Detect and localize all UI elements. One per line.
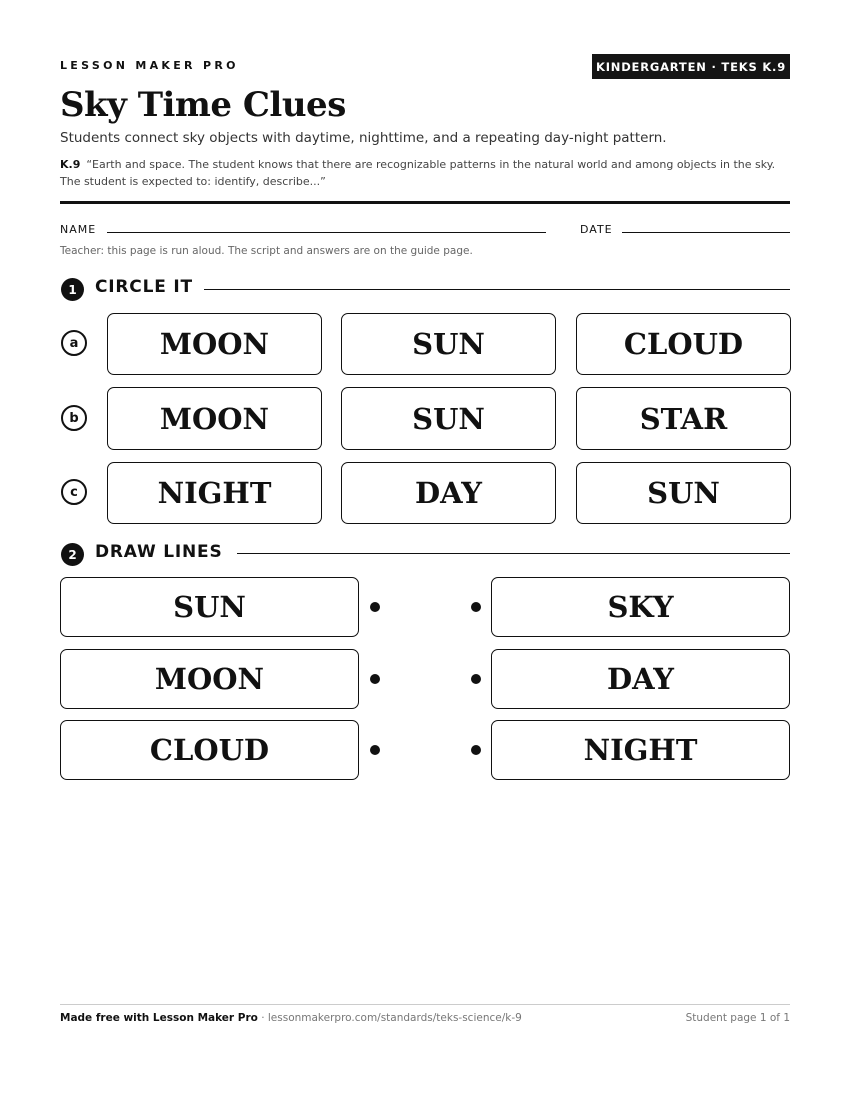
footer-credit — [60, 1012, 522, 1024]
match-right-2-dot[interactable] — [471, 674, 481, 684]
footer-divider — [60, 1004, 790, 1005]
match-left-1-dot[interactable] — [370, 602, 380, 612]
date-field[interactable] — [622, 232, 790, 233]
section-1-rule — [204, 289, 790, 290]
standard-code: K.9 — [60, 158, 81, 171]
circle-option-b3[interactable]: STAR — [576, 387, 791, 450]
brand-label: LESSON MAKER PRO — [60, 59, 239, 72]
name-field[interactable] — [107, 232, 546, 233]
circle-option-c2[interactable]: DAY — [341, 462, 556, 524]
footer-brand: Made free with Lesson Maker Pro — [60, 1012, 258, 1024]
match-right-2[interactable]: DAY — [491, 649, 790, 709]
date-label: DATE — [580, 223, 613, 236]
circle-option-a1[interactable]: MOON — [107, 313, 322, 375]
standard-text: “Earth and space. The student knows that there are recognizable patterns in the natural world and among objects in the sky. The student is expected to: identify, describe...” — [60, 158, 776, 188]
match-left-2[interactable]: MOON — [60, 649, 359, 709]
section-1-title: CIRCLE IT — [95, 277, 193, 297]
circle-option-a3[interactable]: CLOUD — [576, 313, 791, 375]
row-b-letter: b — [61, 405, 87, 431]
section-2-rule — [237, 553, 790, 554]
match-right-1-dot[interactable] — [471, 602, 481, 612]
match-left-3[interactable]: CLOUD — [60, 720, 359, 780]
page-subtitle: Students connect sky objects with daytime, nighttime, and a repeating day-night pattern. — [60, 130, 667, 146]
section-2-number: 2 — [61, 543, 84, 566]
row-a-letter: a — [61, 330, 87, 356]
teacher-note: Teacher: this page is run aloud. The script and answers are on the guide page. — [60, 245, 473, 257]
footer-url[interactable]: · lessonmakerpro.com/standards/teks-science/k-9 — [257, 1012, 522, 1024]
standard-quote — [60, 156, 790, 190]
section-2-title: DRAW LINES — [95, 542, 223, 562]
match-right-3[interactable]: NIGHT — [491, 720, 790, 780]
footer-page-number: Student page 1 of 1 — [685, 1012, 790, 1024]
name-label: NAME — [60, 223, 97, 236]
circle-option-a2[interactable]: SUN — [341, 313, 556, 375]
match-right-3-dot[interactable] — [471, 745, 481, 755]
circle-option-c1[interactable]: NIGHT — [107, 462, 322, 524]
circle-option-b1[interactable]: MOON — [107, 387, 322, 450]
page-title: Sky Time Clues — [60, 85, 346, 125]
match-left-1[interactable]: SUN — [60, 577, 359, 637]
grade-badge: KINDERGARTEN · TEKS K.9 — [592, 54, 790, 79]
header-divider — [60, 201, 790, 204]
section-1-number: 1 — [61, 278, 84, 301]
circle-option-b2[interactable]: SUN — [341, 387, 556, 450]
match-left-3-dot[interactable] — [370, 745, 380, 755]
circle-option-c3[interactable]: SUN — [576, 462, 791, 524]
match-right-1[interactable]: SKY — [491, 577, 790, 637]
match-left-2-dot[interactable] — [370, 674, 380, 684]
row-c-letter: c — [61, 479, 87, 505]
